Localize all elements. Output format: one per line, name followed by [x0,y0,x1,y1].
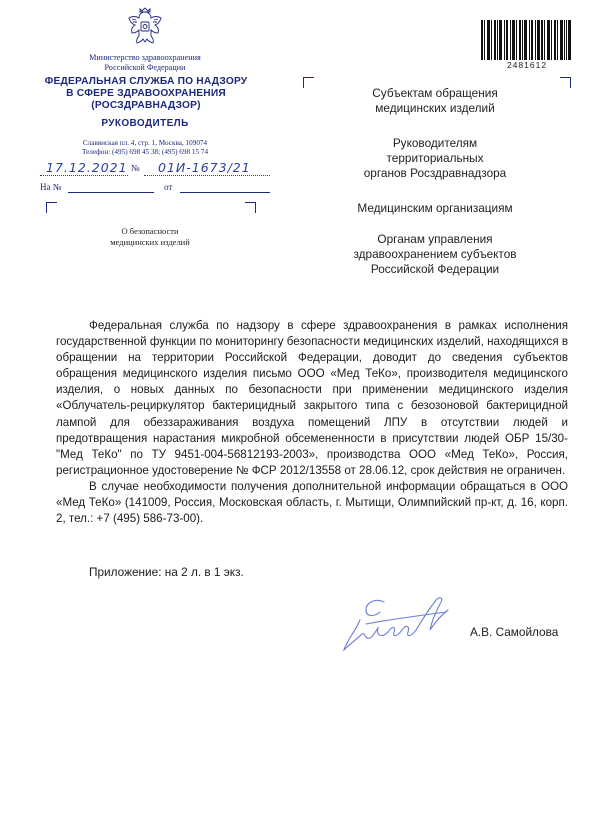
head-title: РУКОВОДИТЕЛЬ [101,118,189,129]
subject [60,226,240,247]
service-name [20,76,272,112]
addressee-3 [300,201,570,216]
ministry-line2: Российской Федерации [104,62,186,72]
number-sign: № [131,163,140,173]
signatory-name: А.В. Самойлова [470,625,559,639]
addressee-4-line3: Российской Федерации [370,262,500,276]
addressee-4-line1: Органам управления [377,232,493,246]
phone: Телефон: (495) 698 45 38; (495) 698 15 74 [81,148,209,156]
barcode-number: 2481612 [506,60,548,70]
addressee-2-line1: Руководителям [392,136,478,150]
subject-line2: медицинских изделий [110,236,190,247]
service-line1: ФЕДЕРАЛЬНАЯ СЛУЖБА ПО НАДЗОРУ [44,76,248,87]
addressee-3-line1: Медицинским организациям [357,201,513,215]
barcode [481,20,571,60]
attachment-note: Приложение: на 2 л. в 1 экз. [89,565,244,579]
reference-row [40,182,270,196]
outgoing-number-row [40,160,270,178]
addressee-2-line2: территориальных [386,151,484,165]
handwritten-signature [336,590,466,660]
addressee-1-line2: медицинских изделий [375,101,495,115]
addressee-2-line3: органов Росздравнадзора [363,166,507,180]
addressee-2 [300,136,570,181]
subject-line1: О безопасности [121,226,179,236]
letter-body [56,318,568,527]
addressee-1-line1: Субъектам обращения [372,86,498,100]
address-block [40,139,250,157]
addressee-4 [300,232,570,277]
service-line2: В СФЕРЕ ЗДРАВООХРАНЕНИЯ [66,88,226,99]
ref-label: На № [40,182,62,192]
ministry-name [60,53,230,72]
address: Славянская пл. 4, стр. 1, Москва, 109074 [82,139,208,147]
subject-corner-right [245,202,256,213]
addressee-1 [300,86,570,116]
ref-from: от [164,182,173,192]
subject-corner-left [46,202,57,213]
date-handwritten: 17.12.2021 [46,160,128,175]
body-paragraph-2: В случае необходимости получения дополнительной информации обращаться в ООО «Мед ТеКо» (141009, Россия, Московская область, г. Мытищи, Олимпийский пр-кт, д. 16, корп. 2, тел.: +7 (495) 586-73-00). [56,479,568,526]
service-line3: (РОСЗДРАВНАДЗОР) [91,100,201,111]
body-paragraph-1: Федеральная служба по надзору в сфере здравоохранения в рамках исполнения государственной функции по мониторингу безопасности медицинских изделий, находящихся в обращении на территории Российской Федерации, доводит до сведения субъектов обращения медицинского изделия письмо ООО «Мед ТеКо», производителя медицинского изделия, о новых данных по безопасности при применении медицинского изделия «Облучатель-рециркулятор бактерицидный закрытого типа с безозоновой бактерицидной лампой для обеззараживания воздуха помещений ЛПУ в отсутствии людей и предотвращения нарастания микробной обсемененности в присутствии людей ОБР 15/30-"Мед ТеКо" по ТУ 9451-004-56812193-2003», производства ООО «Мед ТеКо», Россия, регистрационное удостоверение № ФСР 2012/13558 от 28.06.12, срок действия не ограничен. [56,319,568,477]
ministry-line1: Министерство здравоохранения [89,53,201,62]
addressee-4-line2: здравоохранением субъектов [353,247,517,261]
number-handwritten: 01И-1673/21 [158,160,251,175]
coat-of-arms-icon [124,6,166,48]
